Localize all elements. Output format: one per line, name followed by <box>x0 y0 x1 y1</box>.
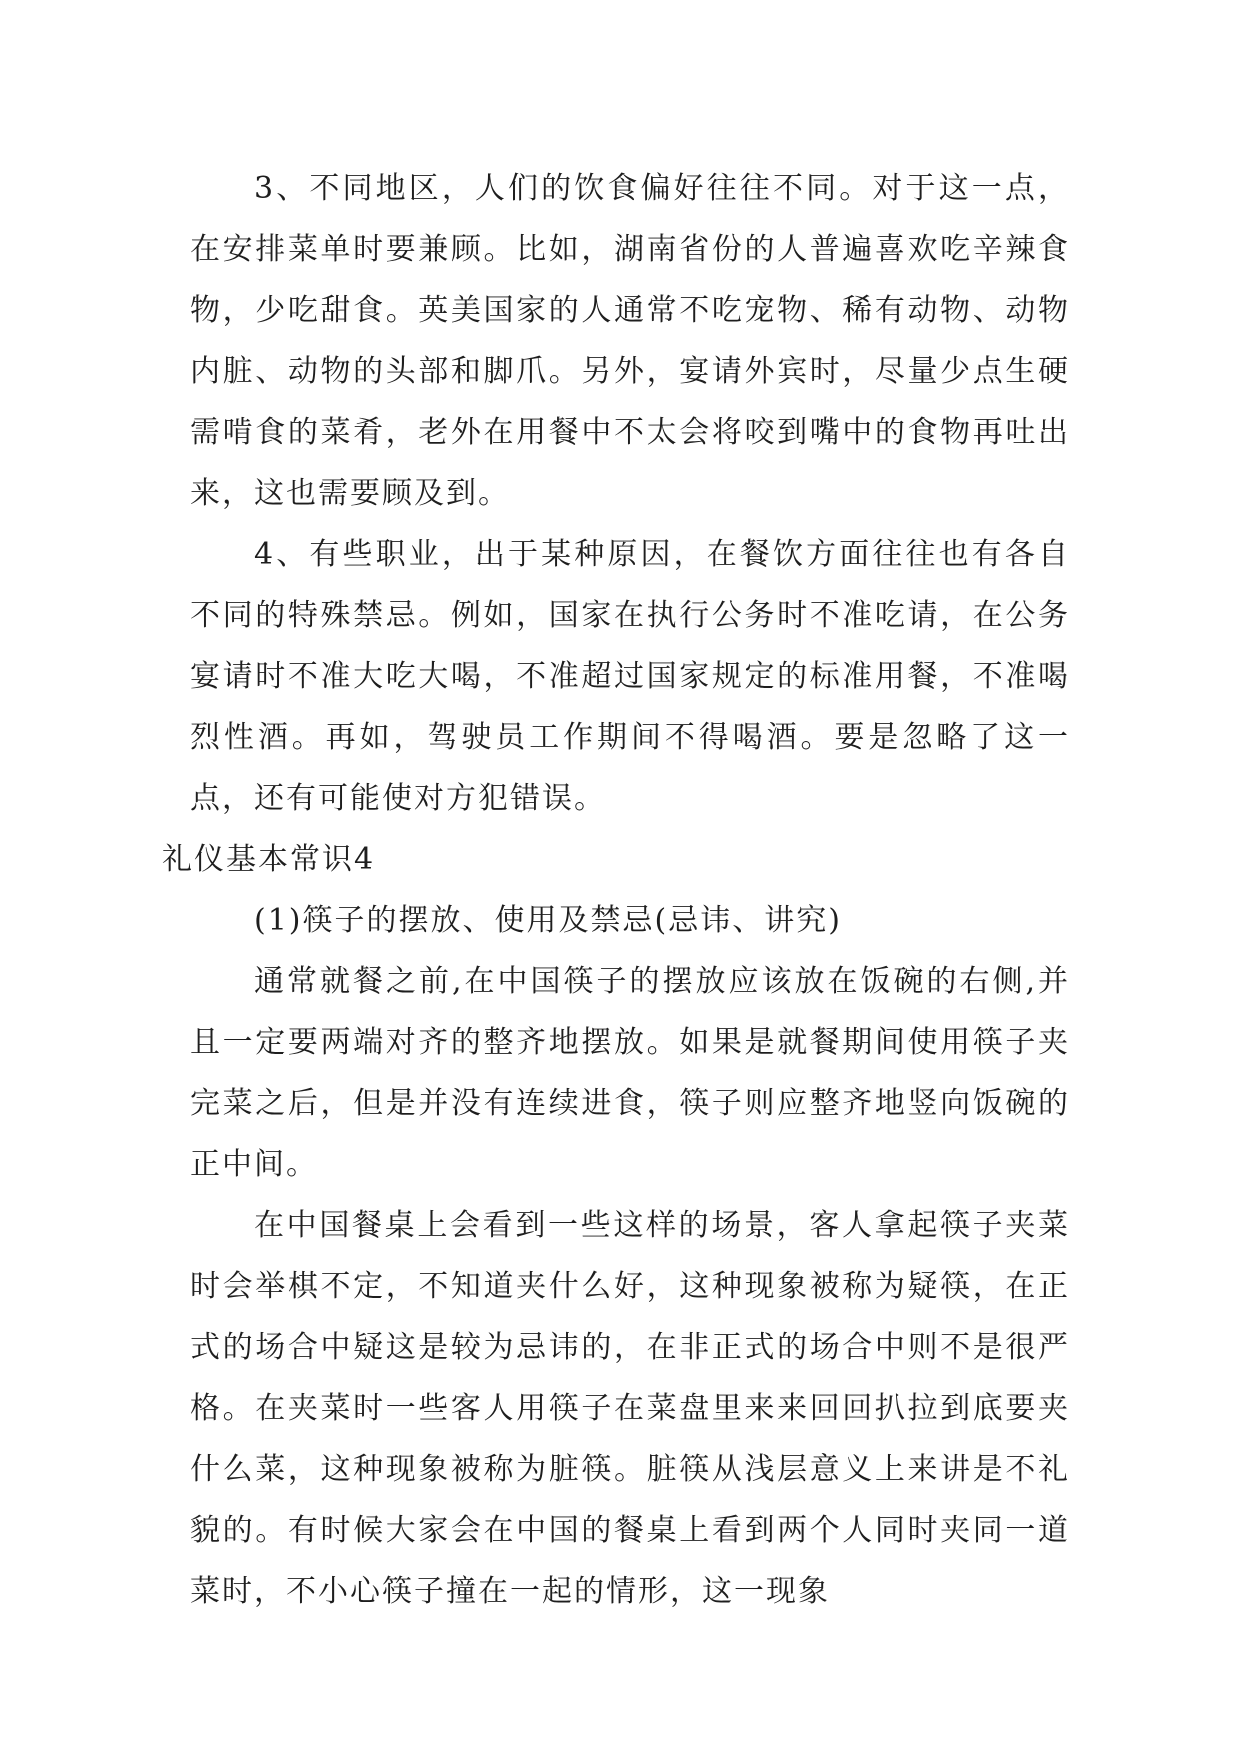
section-heading: 礼仪基本常识4 <box>162 842 376 877</box>
paragraph-occupational-taboos: 4、有些职业，出于某种原因，在餐饮方面往往也有各自不同的特殊禁忌。例如，国家在执行公务时不准吃请，在公务宴请时不准大吃大喝，不准超过国家规定的标准用餐，不准喝烈性酒。再如，驾驶员工作期间不得喝酒。要是忽略了这一点，还有可能使对方犯错误。 <box>190 537 1070 816</box>
paragraph-chopstick-taboos: 在中国餐桌上会看到一些这样的场景，客人拿起筷子夹菜时会举棋不定，不知道夹什么好，这种现象被称为疑筷，在正式的场合中疑这是较为忌讳的，在非正式的场合中则不是很严格。在夹菜时一些客人用筷子在菜盘里来来回回扒拉到底要夹什么菜，这种现象被称为脏筷。脏筷从浅层意义上来讲是不礼貌的。有时候大家会在中国的餐桌上看到两个人同时夹同一道菜时，不小心筷子撞在一起的情形，这一现象 <box>190 1208 1070 1609</box>
paragraph-regional-preferences: 3、不同地区，人们的饮食偏好往往不同。对于这一点，在安排菜单时要兼顾。比如，湖南省份的人普遍喜欢吃辛辣食物，少吃甜食。英美国家的人通常不吃宠物、稀有动物、动物内脏、动物的头部和脚爪。另外，宴请外宾时，尽量少点生硬需啃食的菜肴，老外在用餐中不太会将咬到嘴中的食物再吐出来，这也需要顾及到。 <box>190 171 1070 511</box>
document-body <box>162 158 1070 1622</box>
section-subheading: (1)筷子的摆放、使用及禁忌(忌讳、讲究) <box>254 903 842 938</box>
paragraph-chopstick-placement: 通常就餐之前,在中国筷子的摆放应该放在饭碗的右侧,并且一定要两端对齐的整齐地摆放。如果是就餐期间使用筷子夹完菜之后，但是并没有连续进食，筷子则应整齐地竖向饭碗的正中间。 <box>190 964 1070 1182</box>
